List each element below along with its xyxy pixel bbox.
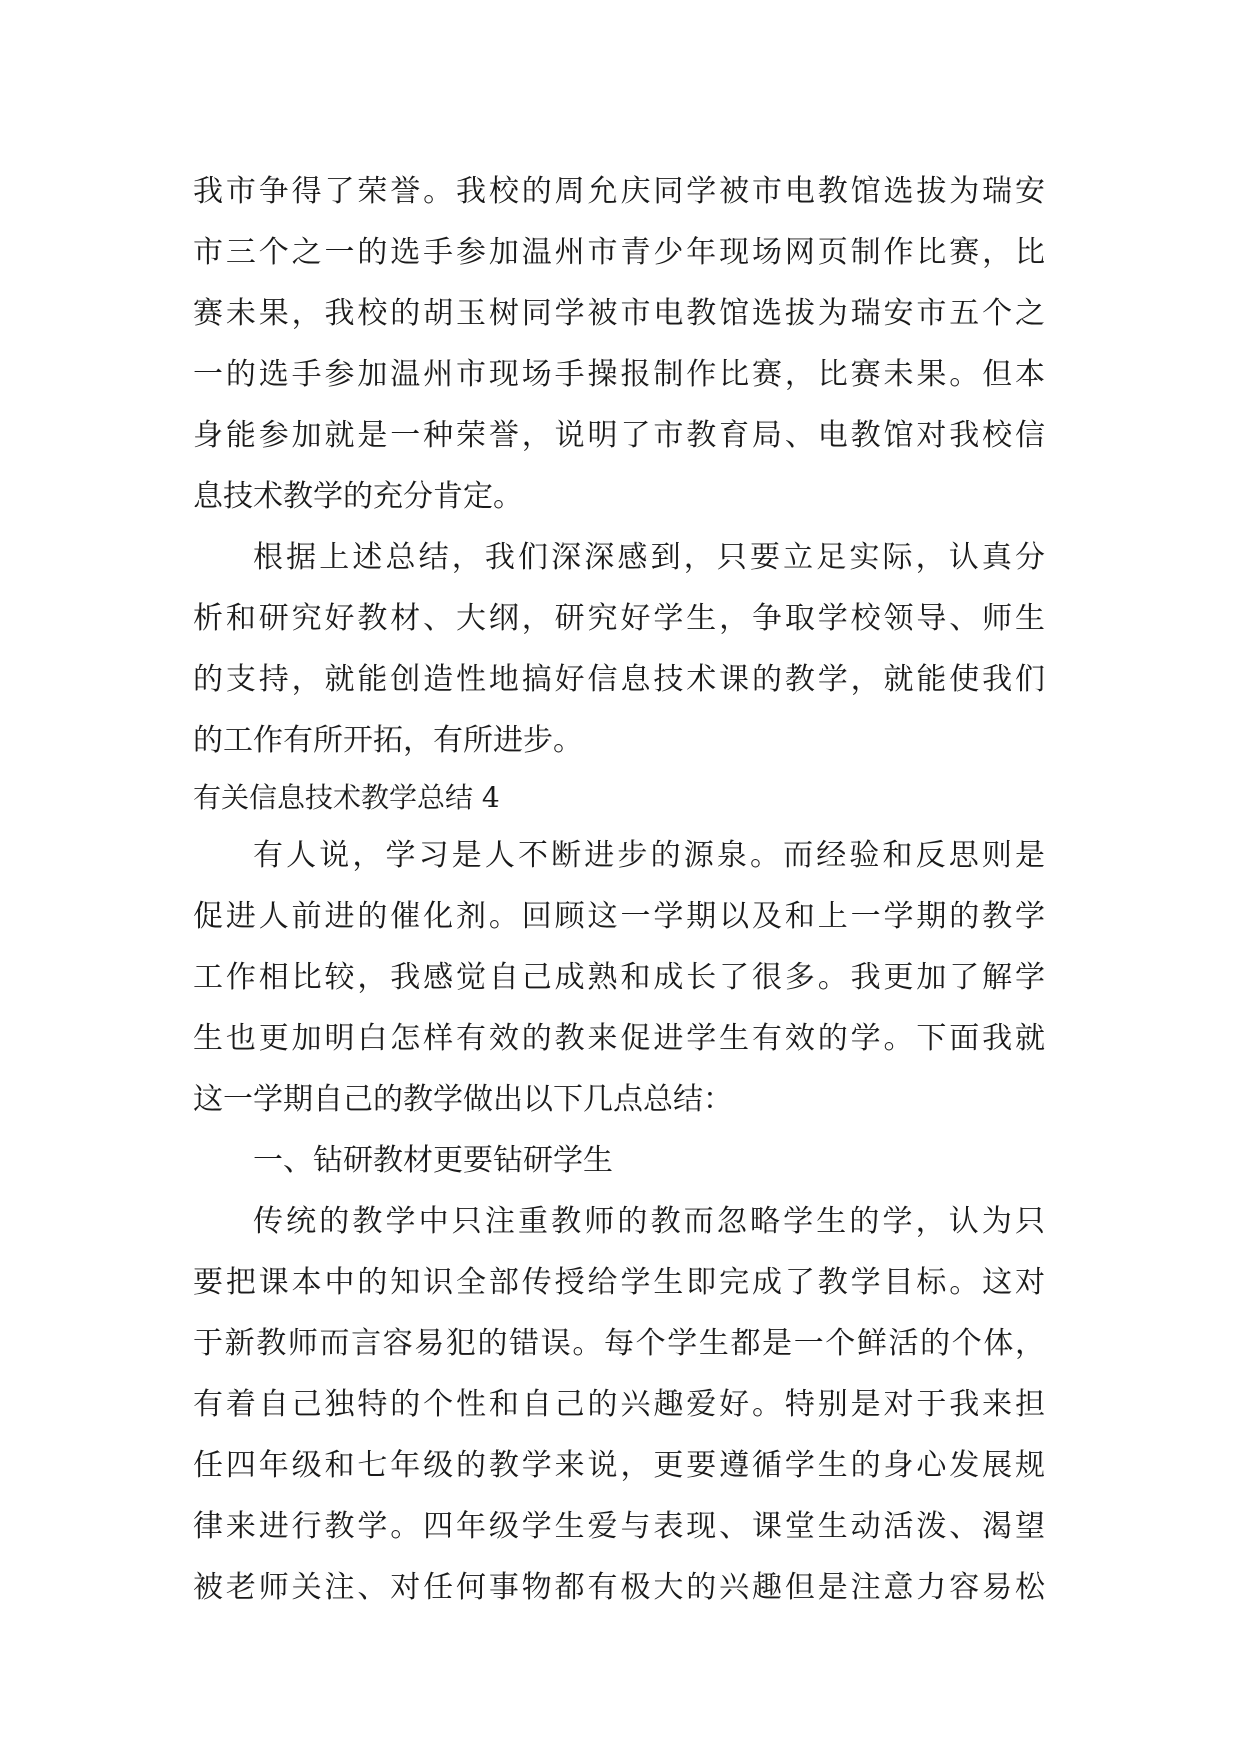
text-line: 促进人前进的催化剂。回顾这一学期以及和上一学期的教学 — [193, 899, 1045, 934]
text-line: 有人说，学习是人不断进步的源泉。而经验和反思则是 — [253, 838, 1045, 873]
document-body — [193, 161, 1045, 1618]
text-line: 被老师关注、对任何事物都有极大的兴趣但是注意力容易松 — [193, 1570, 1045, 1605]
text-line: 根据上述总结，我们深深感到，只要立足实际，认真分 — [253, 540, 1045, 575]
section-title: 有关信息技术教学总结 4 — [193, 781, 500, 814]
text-line: 生也更加明白怎样有效的教来促进学生有效的学。下面我就 — [193, 1021, 1045, 1056]
text-line: 我市争得了荣誉。我校的周允庆同学被市电教馆选拔为瑞安 — [193, 174, 1045, 209]
text-line: 赛未果，我校的胡玉树同学被市电教馆选拔为瑞安市五个之 — [193, 296, 1045, 331]
text-line: 市三个之一的选手参加温州市青少年现场网页制作比赛，比 — [193, 235, 1045, 270]
text-line: 的工作有所开拓，有所进步。 — [193, 723, 583, 758]
text-line: 于新教师而言容易犯的错误。每个学生都是一个鲜活的个体， — [193, 1326, 1045, 1361]
text-line: 传统的教学中只注重教师的教而忽略学生的学，认为只 — [253, 1204, 1045, 1239]
text-line: 有着自己独特的个性和自己的兴趣爱好。特别是对于我来担 — [193, 1387, 1045, 1422]
text-line: 一的选手参加温州市现场手操报制作比赛，比赛未果。但本 — [193, 357, 1045, 392]
paragraph — [193, 527, 1045, 771]
text-line: 的支持，就能创造性地搞好信息技术课的教学，就能使我们 — [193, 662, 1045, 697]
text-line: 要把课本中的知识全部传授给学生即完成了教学目标。这对 — [193, 1265, 1045, 1300]
text-line: 工作相比较，我感觉自己成熟和成长了很多。我更加了解学 — [193, 960, 1045, 995]
text-line: 律来进行教学。四年级学生爱与表现、课堂生动活泼、渴望 — [193, 1509, 1045, 1544]
text-line: 身能参加就是一种荣誉，说明了市教育局、电教馆对我校信 — [193, 418, 1045, 453]
paragraph — [193, 1191, 1045, 1618]
subheading — [193, 1130, 1045, 1191]
paragraph — [193, 161, 1045, 527]
text-line: 任四年级和七年级的教学来说，更要遵循学生的身心发展规 — [193, 1448, 1045, 1483]
text-line: 息技术教学的充分肯定。 — [193, 479, 523, 514]
text-line: 析和研究好教材、大纲，研究好学生，争取学校领导、师生 — [193, 601, 1045, 636]
text-line: 一、钻研教材更要钻研学生 — [253, 1143, 613, 1178]
text-line: 这一学期自己的教学做出以下几点总结： — [193, 1082, 733, 1117]
paragraph — [193, 825, 1045, 1130]
